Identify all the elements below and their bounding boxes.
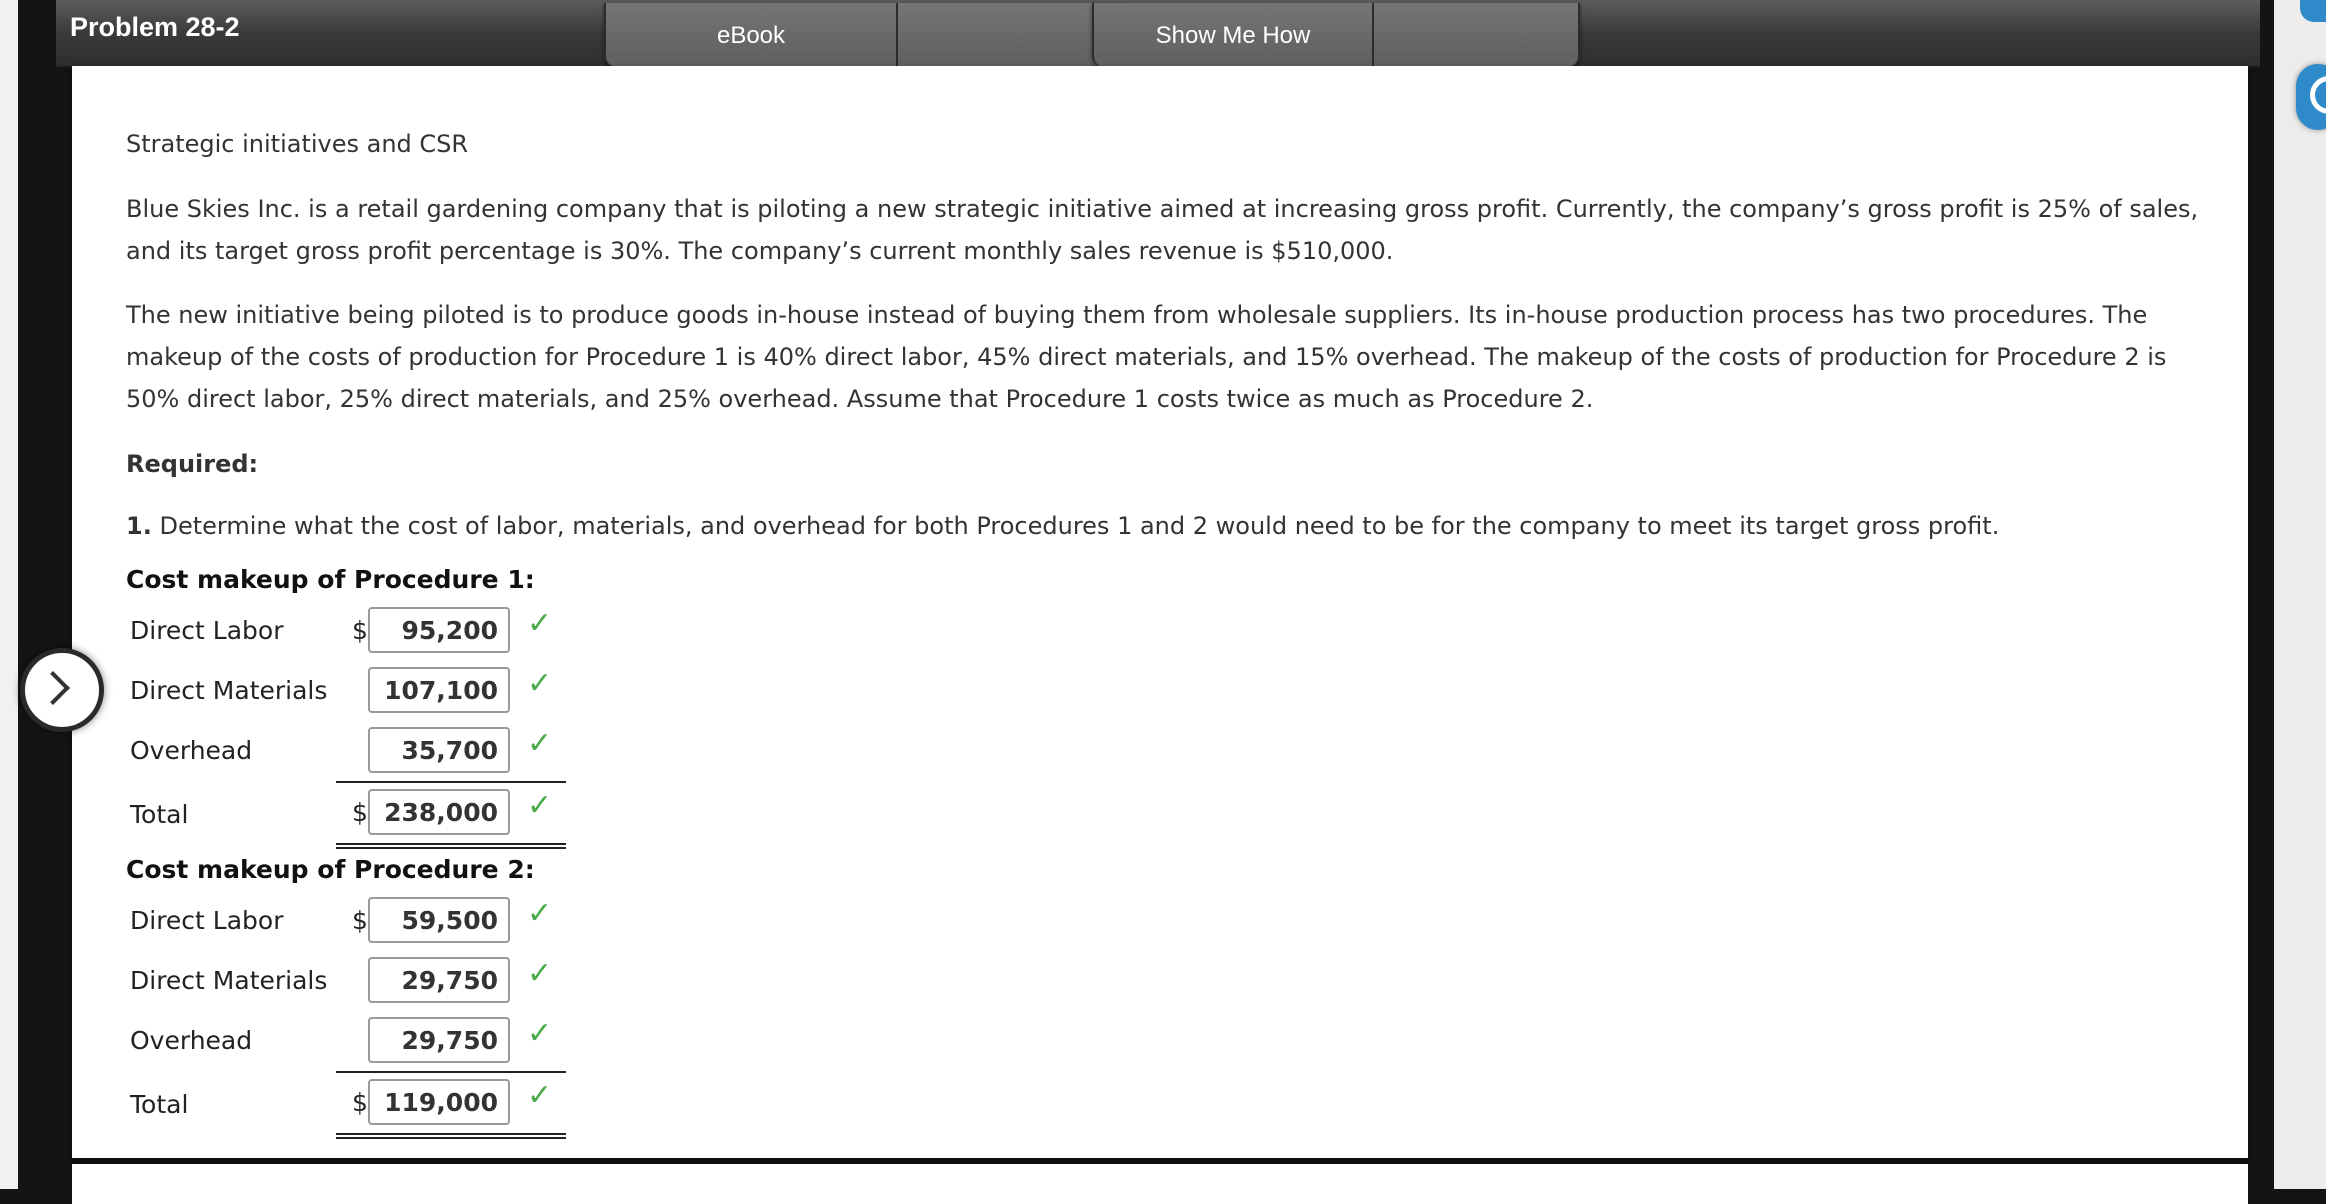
p1-direct-labor-label: Direct Labor <box>130 616 284 645</box>
p1-total-double-rule <box>336 843 566 849</box>
p1-total-checkmark-icon: ✓ <box>527 788 553 823</box>
para2-line3: 50% direct labor, 25% direct materials, and 25% overhead. Assume that Procedure 1 costs twice as much as Procedure 2. <box>126 385 1594 413</box>
chevron-right-icon[interactable] <box>20 648 104 732</box>
help-icon[interactable] <box>2296 64 2326 130</box>
left-edge <box>0 0 18 1189</box>
p1-direct-materials-input[interactable] <box>368 667 510 713</box>
para2-line2: makeup of the costs of production for Procedure 1 is 40% direct labor, 45% direct materials, and 15% overhead. The makeup of the costs of production for Procedure 2 is <box>126 343 2167 371</box>
p2-overhead-checkmark-icon: ✓ <box>527 1016 553 1051</box>
p1-total-currency: $ <box>352 798 368 827</box>
p2-subtotal-rule <box>336 1071 566 1073</box>
p1-direct-materials-checkmark-icon: ✓ <box>527 666 553 701</box>
tab-ebook[interactable]: eBook <box>716 22 786 49</box>
right-edge <box>2274 0 2326 1189</box>
p2-direct-materials-label: Direct Materials <box>130 966 328 995</box>
next-section-edge <box>72 1164 2248 1204</box>
scenario-paragraph-2 <box>126 294 2226 420</box>
para1-line2: and its target gross profit percentage is 30%. The company’s current monthly sales revenue is $510,000. <box>126 237 1394 265</box>
procedure-2-heading: Cost makeup of Procedure 2: <box>126 855 535 884</box>
p2-total-currency: $ <box>352 1088 368 1117</box>
para1-line1: Blue Skies Inc. is a retail gardening company that is piloting a new strategic initiative aimed at increasing gross profit. Currently, the company’s gross profit is 25% of sales, <box>126 195 2199 223</box>
problem-content <box>72 66 2248 1158</box>
p1-total-input[interactable] <box>368 789 510 835</box>
p1-direct-labor-currency: $ <box>352 616 368 645</box>
p2-direct-labor-input[interactable] <box>368 897 510 943</box>
problem-heading: Strategic initiatives and CSR <box>126 130 469 158</box>
p1-direct-materials-label: Direct Materials <box>130 676 328 705</box>
question-1 <box>126 512 1999 540</box>
p2-direct-labor-checkmark-icon: ✓ <box>527 896 553 931</box>
p2-total-label: Total <box>130 1090 189 1119</box>
p1-overhead-checkmark-icon: ✓ <box>527 726 553 761</box>
p2-total-double-rule <box>336 1133 566 1139</box>
p1-direct-labor-checkmark-icon: ✓ <box>527 606 553 641</box>
p1-subtotal-rule <box>336 781 566 783</box>
ebook-tab-group <box>604 3 1124 66</box>
p1-overhead-label: Overhead <box>130 736 253 765</box>
problem-title: Problem 28-2 <box>70 12 240 42</box>
p2-direct-materials-input[interactable] <box>368 957 510 1003</box>
tab-show-me-how-extra[interactable] <box>1374 3 1578 66</box>
p1-total-label: Total <box>130 800 189 829</box>
p2-total-checkmark-icon: ✓ <box>527 1078 553 1113</box>
para2-line1: The new initiative being piloted is to produce goods in-house instead of buying them from wholesale suppliers. Its in-house production process has two procedures. The <box>126 301 2148 329</box>
p2-total-input[interactable] <box>368 1079 510 1125</box>
procedure-1-heading: Cost makeup of Procedure 1: <box>126 565 535 594</box>
p2-direct-labor-label: Direct Labor <box>130 906 284 935</box>
p2-direct-labor-currency: $ <box>352 906 368 935</box>
question-text: Determine what the cost of labor, materials, and overhead for both Procedures 1 and 2 would need to be for the company to meet its target gross profit. <box>159 512 2000 540</box>
p2-overhead-input[interactable] <box>368 1017 510 1063</box>
scenario-paragraph-1 <box>126 188 2226 272</box>
p2-direct-materials-checkmark-icon: ✓ <box>527 956 553 991</box>
problem-header <box>56 0 2260 67</box>
p1-direct-labor-input[interactable] <box>368 607 510 653</box>
question-number: 1. <box>126 512 152 540</box>
p1-overhead-input[interactable] <box>368 727 510 773</box>
required-label: Required: <box>126 450 259 478</box>
tab-ebook-extra[interactable] <box>898 3 1122 66</box>
p2-overhead-label: Overhead <box>130 1026 253 1055</box>
tab-show-me-how[interactable]: Show Me How <box>1155 22 1311 49</box>
show-me-how-tab-group <box>1092 3 1580 66</box>
